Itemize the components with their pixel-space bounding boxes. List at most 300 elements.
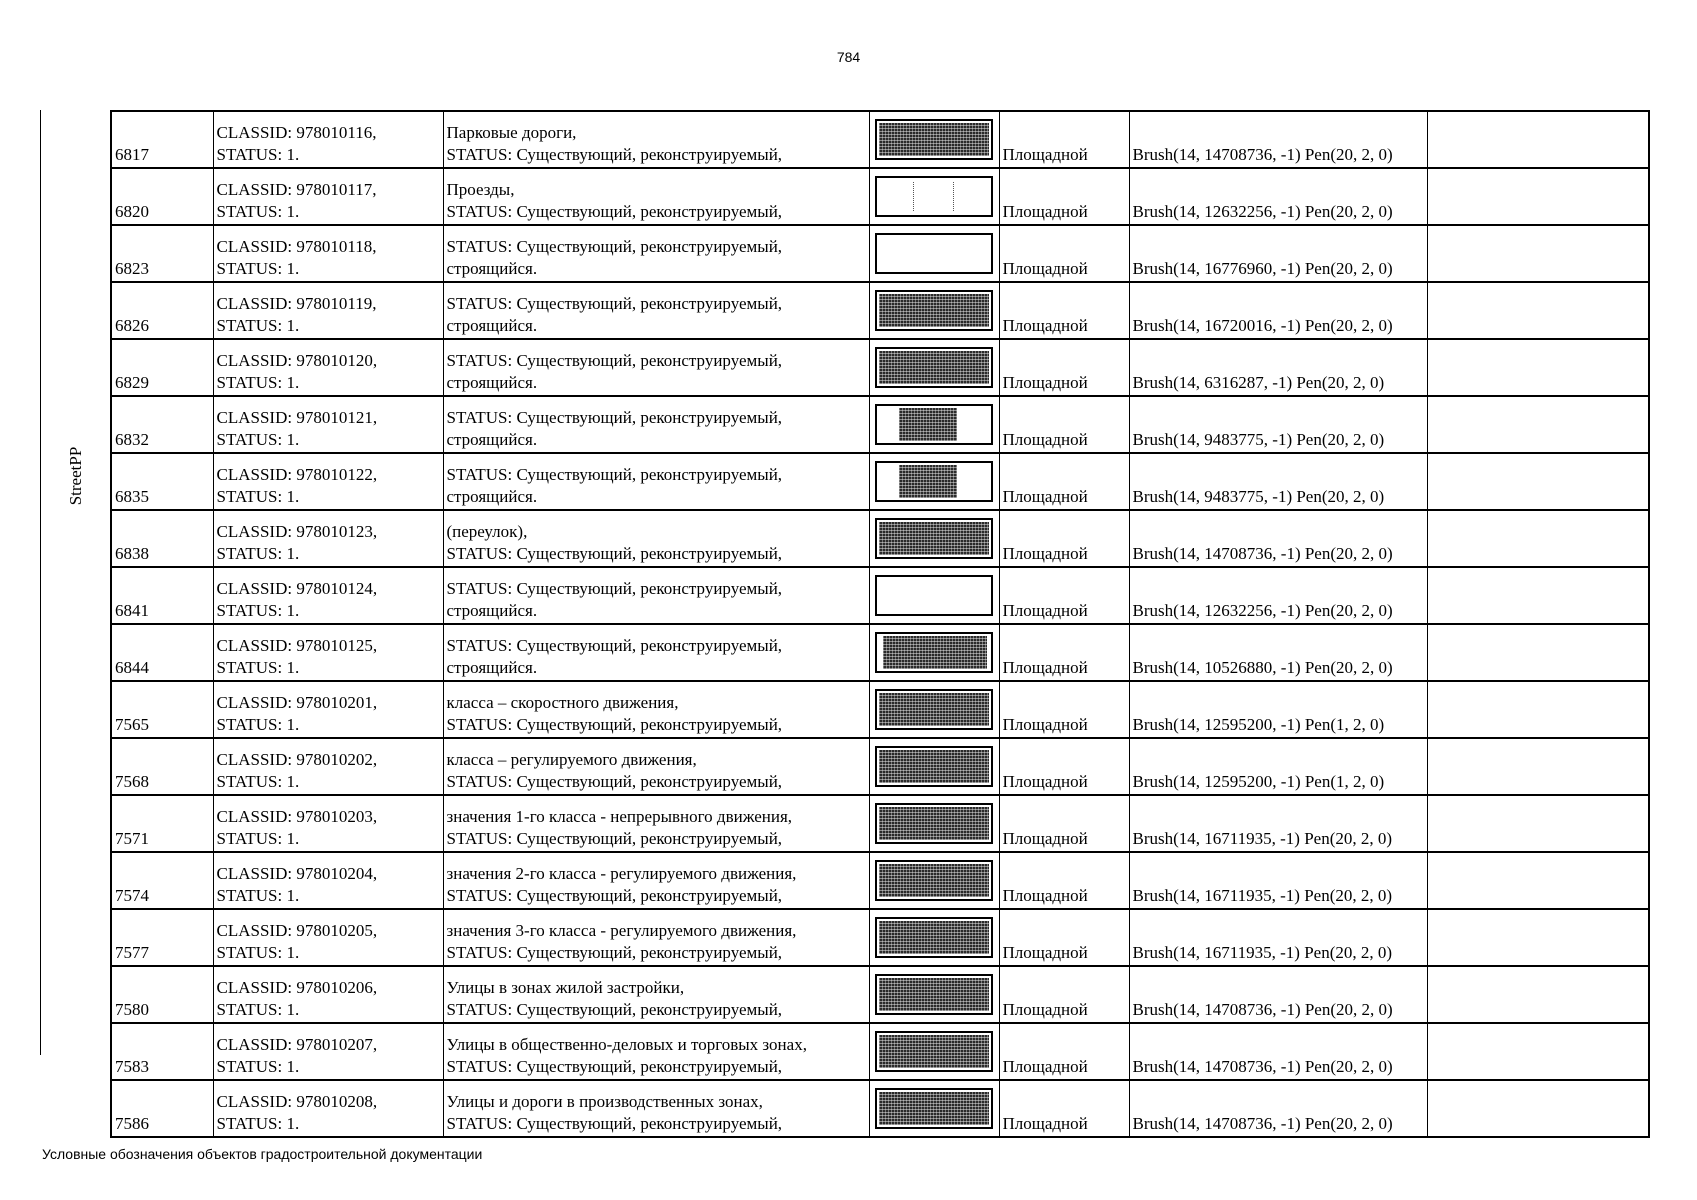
style-cell (1129, 339, 1427, 396)
hatch-fill (879, 921, 989, 954)
status-code: STATUS: 1. (216, 316, 300, 335)
symbol-swatch (875, 1088, 993, 1129)
object-id: 7580 (115, 1000, 149, 1019)
geometry-type: Площадной (1002, 1114, 1088, 1133)
object-id: 6829 (115, 373, 149, 392)
classid-text: CLASSID: 978010124, (216, 579, 378, 598)
description-cell (443, 624, 869, 681)
empty-cell (1427, 510, 1649, 567)
hatch-fill (879, 522, 989, 555)
object-id-cell (111, 909, 213, 966)
page-number: 784 (836, 49, 861, 65)
description-line-2: STATUS: Существующий, реконструируемый, (446, 715, 783, 734)
object-id: 6820 (115, 202, 149, 221)
style-cell (1129, 111, 1427, 168)
classid-text: CLASSID: 978010201, (216, 693, 378, 712)
status-code: STATUS: 1. (216, 430, 300, 449)
status-code: STATUS: 1. (216, 544, 300, 563)
status-code: STATUS: 1. (216, 886, 300, 905)
table-row (111, 795, 1649, 852)
description-line-1: (переулок), (446, 522, 528, 541)
classid-text: CLASSID: 978010207, (216, 1035, 378, 1054)
symbol-swatch (875, 689, 993, 730)
symbol-swatch (875, 917, 993, 958)
classid-text: CLASSID: 978010118, (216, 237, 377, 256)
symbol-swatch (875, 119, 993, 160)
geometry-type: Площадной (1002, 259, 1088, 278)
style-text: Brush(14, 16711935, -1) Pen(20, 2, 0) (1132, 943, 1393, 962)
table-row (111, 168, 1649, 225)
object-id: 6817 (115, 145, 149, 164)
empty-cell (1427, 909, 1649, 966)
style-cell (1129, 225, 1427, 282)
table-row (111, 111, 1649, 168)
description-cell (443, 909, 869, 966)
classid-text: CLASSID: 978010119, (216, 294, 377, 313)
classid-cell (213, 111, 443, 168)
description-line-2: строящийся. (446, 430, 538, 449)
symbol-sample-cell (869, 282, 999, 339)
hatch-fill (899, 408, 957, 441)
description-cell (443, 396, 869, 453)
symbol-sample-cell (869, 909, 999, 966)
classid-cell (213, 852, 443, 909)
geometry-type-cell (999, 966, 1129, 1023)
style-cell (1129, 966, 1427, 1023)
description-line-1: значения 2-го класса - регулируемого движения, (446, 864, 797, 883)
object-id-cell (111, 852, 213, 909)
empty-cell (1427, 453, 1649, 510)
classid-cell (213, 1023, 443, 1080)
table-row (111, 282, 1649, 339)
hatch-fill (879, 864, 989, 897)
table-row (111, 909, 1649, 966)
object-id: 7574 (115, 886, 149, 905)
geometry-type: Площадной (1002, 544, 1088, 563)
style-text: Brush(14, 10526880, -1) Pen(20, 2, 0) (1132, 658, 1393, 677)
description-line-2: строящийся. (446, 316, 538, 335)
symbol-sample-cell (869, 510, 999, 567)
table-row (111, 567, 1649, 624)
classid-text: CLASSID: 978010122, (216, 465, 378, 484)
classid-cell (213, 339, 443, 396)
table-row (111, 453, 1649, 510)
style-cell (1129, 567, 1427, 624)
classid-text: CLASSID: 978010117, (216, 180, 377, 199)
status-code: STATUS: 1. (216, 601, 300, 620)
object-id-cell (111, 111, 213, 168)
classid-text: CLASSID: 978010121, (216, 408, 378, 427)
symbol-sample-cell (869, 738, 999, 795)
geometry-type-cell (999, 795, 1129, 852)
hatch-fill (899, 465, 957, 498)
style-text: Brush(14, 14708736, -1) Pen(20, 2, 0) (1132, 145, 1393, 164)
symbol-sample-cell (869, 339, 999, 396)
hatch-fill (877, 178, 991, 215)
description-cell (443, 225, 869, 282)
description-line-1: STATUS: Существующий, реконструируемый, (446, 294, 783, 313)
classid-text: CLASSID: 978010208, (216, 1092, 378, 1111)
geometry-type-cell (999, 567, 1129, 624)
description-cell (443, 738, 869, 795)
empty-cell (1427, 396, 1649, 453)
object-id: 6835 (115, 487, 149, 506)
object-id-cell (111, 168, 213, 225)
hatch-fill (879, 123, 989, 156)
description-line-2: строящийся. (446, 259, 538, 278)
geometry-type: Площадной (1002, 1000, 1088, 1019)
description-line-2: STATUS: Существующий, реконструируемый, (446, 544, 783, 563)
hatch-fill (879, 351, 989, 384)
geometry-type: Площадной (1002, 202, 1088, 221)
table-row (111, 681, 1649, 738)
description-line-2: строящийся. (446, 601, 538, 620)
symbol-sample-cell (869, 852, 999, 909)
style-text: Brush(14, 12595200, -1) Pen(1, 2, 0) (1132, 772, 1385, 791)
geometry-type-cell (999, 453, 1129, 510)
status-code: STATUS: 1. (216, 1114, 300, 1133)
symbol-sample-cell (869, 966, 999, 1023)
object-id-cell (111, 624, 213, 681)
table-row (111, 510, 1649, 567)
empty-cell (1427, 966, 1649, 1023)
classid-cell (213, 909, 443, 966)
classid-cell (213, 282, 443, 339)
classid-cell (213, 225, 443, 282)
symbol-sample-cell (869, 168, 999, 225)
table-row (111, 966, 1649, 1023)
legend-body (111, 111, 1649, 1137)
style-text: Brush(14, 9483775, -1) Pen(20, 2, 0) (1132, 430, 1385, 449)
geometry-type-cell (999, 396, 1129, 453)
status-code: STATUS: 1. (216, 715, 300, 734)
description-cell (443, 1023, 869, 1080)
style-text: Brush(14, 6316287, -1) Pen(20, 2, 0) (1132, 373, 1385, 392)
hatch-fill (879, 978, 989, 1011)
geometry-type: Площадной (1002, 943, 1088, 962)
description-line-1: STATUS: Существующий, реконструируемый, (446, 465, 783, 484)
description-cell (443, 567, 869, 624)
hatch-fill (879, 750, 989, 783)
object-id-cell (111, 795, 213, 852)
symbol-swatch (875, 461, 993, 502)
table-row (111, 852, 1649, 909)
legend-table (110, 110, 1650, 1138)
object-id: 7568 (115, 772, 149, 791)
symbol-swatch (875, 974, 993, 1015)
geometry-type-cell (999, 225, 1129, 282)
object-id: 7586 (115, 1114, 149, 1133)
geometry-type-cell (999, 1023, 1129, 1080)
description-line-1: значения 1-го класса - непрерывного движения, (446, 807, 793, 826)
object-id: 6844 (115, 658, 149, 677)
status-code: STATUS: 1. (216, 658, 300, 677)
object-id-cell (111, 510, 213, 567)
status-code: STATUS: 1. (216, 1000, 300, 1019)
geometry-type: Площадной (1002, 373, 1088, 392)
description-cell (443, 168, 869, 225)
description-line-2: STATUS: Существующий, реконструируемый, (446, 202, 783, 221)
table-row (111, 225, 1649, 282)
style-text: Brush(14, 14708736, -1) Pen(20, 2, 0) (1132, 1114, 1393, 1133)
description-line-1: значения 3-го класса - регулируемого движения, (446, 921, 797, 940)
classid-text: CLASSID: 978010116, (216, 123, 377, 142)
geometry-type-cell (999, 111, 1129, 168)
style-cell (1129, 909, 1427, 966)
style-cell (1129, 738, 1427, 795)
hatch-fill (879, 807, 989, 840)
style-text: Brush(14, 16776960, -1) Pen(20, 2, 0) (1132, 259, 1393, 278)
empty-cell (1427, 624, 1649, 681)
geometry-type: Площадной (1002, 1057, 1088, 1076)
geometry-type: Площадной (1002, 316, 1088, 335)
empty-cell (1427, 795, 1649, 852)
style-text: Brush(14, 16711935, -1) Pen(20, 2, 0) (1132, 829, 1393, 848)
description-cell (443, 966, 869, 1023)
status-code: STATUS: 1. (216, 772, 300, 791)
style-text: Brush(14, 12632256, -1) Pen(20, 2, 0) (1132, 202, 1393, 221)
style-text: Brush(14, 16711935, -1) Pen(20, 2, 0) (1132, 886, 1393, 905)
geometry-type: Площадной (1002, 886, 1088, 905)
table-row (111, 738, 1649, 795)
description-cell (443, 339, 869, 396)
object-id: 6841 (115, 601, 149, 620)
classid-cell (213, 966, 443, 1023)
symbol-sample-cell (869, 396, 999, 453)
style-text: Brush(14, 14708736, -1) Pen(20, 2, 0) (1132, 1057, 1393, 1076)
style-text: Brush(14, 12632256, -1) Pen(20, 2, 0) (1132, 601, 1393, 620)
classid-cell (213, 453, 443, 510)
style-text: Brush(14, 14708736, -1) Pen(20, 2, 0) (1132, 1000, 1393, 1019)
geometry-type-cell (999, 1080, 1129, 1137)
table-row (111, 1023, 1649, 1080)
object-id-cell (111, 966, 213, 1023)
style-text: Brush(14, 12595200, -1) Pen(1, 2, 0) (1132, 715, 1385, 734)
geometry-type: Площадной (1002, 487, 1088, 506)
empty-cell (1427, 282, 1649, 339)
style-text: Brush(14, 9483775, -1) Pen(20, 2, 0) (1132, 487, 1385, 506)
symbol-swatch (875, 176, 993, 217)
geometry-type: Площадной (1002, 829, 1088, 848)
symbol-sample-cell (869, 111, 999, 168)
object-id: 7565 (115, 715, 149, 734)
symbol-swatch (875, 860, 993, 901)
status-code: STATUS: 1. (216, 145, 300, 164)
object-id: 6826 (115, 316, 149, 335)
geometry-type: Площадной (1002, 430, 1088, 449)
table-row (111, 624, 1649, 681)
status-code: STATUS: 1. (216, 829, 300, 848)
description-line-2: строящийся. (446, 373, 538, 392)
status-code: STATUS: 1. (216, 202, 300, 221)
description-line-1: Парковые дороги, (446, 123, 577, 142)
geometry-type: Площадной (1002, 658, 1088, 677)
description-line-1: STATUS: Существующий, реконструируемый, (446, 636, 783, 655)
object-id-cell (111, 225, 213, 282)
classid-text: CLASSID: 978010125, (216, 636, 378, 655)
hatch-fill (879, 1092, 989, 1125)
geometry-type-cell (999, 738, 1129, 795)
empty-cell (1427, 225, 1649, 282)
side-rule (40, 110, 41, 1055)
description-line-1: STATUS: Существующий, реконструируемый, (446, 408, 783, 427)
empty-cell (1427, 1023, 1649, 1080)
description-cell (443, 510, 869, 567)
geometry-type-cell (999, 168, 1129, 225)
geometry-type-cell (999, 282, 1129, 339)
description-line-1: Улицы в общественно-деловых и торговых зонах, (446, 1035, 807, 1054)
hatch-fill (883, 636, 987, 669)
classid-text: CLASSID: 978010123, (216, 522, 378, 541)
style-cell (1129, 1080, 1427, 1137)
description-cell (443, 282, 869, 339)
status-code: STATUS: 1. (216, 943, 300, 962)
symbol-swatch (875, 290, 993, 331)
symbol-swatch (875, 803, 993, 844)
object-id-cell (111, 396, 213, 453)
object-id: 6823 (115, 259, 149, 278)
symbol-sample-cell (869, 453, 999, 510)
hatch-fill (879, 693, 989, 726)
style-cell (1129, 168, 1427, 225)
classid-text: CLASSID: 978010120, (216, 351, 378, 370)
geometry-type-cell (999, 339, 1129, 396)
object-id: 7583 (115, 1057, 149, 1076)
classid-cell (213, 510, 443, 567)
status-code: STATUS: 1. (216, 373, 300, 392)
description-line-2: STATUS: Существующий, реконструируемый, (446, 943, 783, 962)
description-line-1: Проезды, (446, 180, 515, 199)
symbol-sample-cell (869, 795, 999, 852)
description-cell (443, 681, 869, 738)
symbol-sample-cell (869, 681, 999, 738)
classid-text: CLASSID: 978010204, (216, 864, 378, 883)
empty-cell (1427, 567, 1649, 624)
object-id-cell (111, 567, 213, 624)
style-text: Brush(14, 16720016, -1) Pen(20, 2, 0) (1132, 316, 1393, 335)
table-row (111, 396, 1649, 453)
style-cell (1129, 681, 1427, 738)
status-code: STATUS: 1. (216, 487, 300, 506)
table-row (111, 339, 1649, 396)
symbol-swatch (875, 632, 993, 673)
symbol-swatch (875, 347, 993, 388)
object-id: 6832 (115, 430, 149, 449)
symbol-swatch (875, 518, 993, 559)
description-line-2: STATUS: Существующий, реконструируемый, (446, 1057, 783, 1076)
description-line-1: класса – регулируемого движения, (446, 750, 697, 769)
empty-cell (1427, 168, 1649, 225)
object-id: 7571 (115, 829, 149, 848)
classid-text: CLASSID: 978010206, (216, 978, 378, 997)
empty-cell (1427, 1080, 1649, 1137)
object-id-cell (111, 1080, 213, 1137)
description-cell (443, 111, 869, 168)
symbol-sample-cell (869, 225, 999, 282)
symbol-swatch (875, 1031, 993, 1072)
geometry-type: Площадной (1002, 145, 1088, 164)
geometry-type: Площадной (1002, 715, 1088, 734)
style-cell (1129, 1023, 1427, 1080)
description-line-2: STATUS: Существующий, реконструируемый, (446, 1000, 783, 1019)
symbol-swatch (875, 404, 993, 445)
description-line-2: строящийся. (446, 487, 538, 506)
object-id-cell (111, 681, 213, 738)
table-row (111, 1080, 1649, 1137)
classid-text: CLASSID: 978010203, (216, 807, 378, 826)
empty-cell (1427, 681, 1649, 738)
classid-cell (213, 681, 443, 738)
description-line-2: STATUS: Существующий, реконструируемый, (446, 145, 783, 164)
geometry-type-cell (999, 510, 1129, 567)
empty-cell (1427, 738, 1649, 795)
description-cell (443, 453, 869, 510)
description-cell (443, 852, 869, 909)
empty-cell (1427, 852, 1649, 909)
description-cell (443, 795, 869, 852)
style-cell (1129, 396, 1427, 453)
classid-cell (213, 795, 443, 852)
geometry-type: Площадной (1002, 601, 1088, 620)
object-id: 7577 (115, 943, 149, 962)
description-line-1: класса – скоростного движения, (446, 693, 679, 712)
symbol-swatch (875, 746, 993, 787)
empty-cell (1427, 111, 1649, 168)
geometry-type-cell (999, 624, 1129, 681)
side-label: StreetPP (66, 446, 85, 506)
style-cell (1129, 852, 1427, 909)
object-id-cell (111, 1023, 213, 1080)
status-code: STATUS: 1. (216, 1057, 300, 1076)
symbol-sample-cell (869, 1080, 999, 1137)
symbol-sample-cell (869, 567, 999, 624)
object-id: 6838 (115, 544, 149, 563)
hatch-fill (879, 1035, 989, 1068)
classid-cell (213, 1080, 443, 1137)
description-line-1: Улицы в зонах жилой застройки, (446, 978, 685, 997)
classid-text: CLASSID: 978010202, (216, 750, 378, 769)
description-line-2: STATUS: Существующий, реконструируемый, (446, 829, 783, 848)
description-line-2: STATUS: Существующий, реконструируемый, (446, 1114, 783, 1133)
style-cell (1129, 624, 1427, 681)
style-cell (1129, 510, 1427, 567)
style-cell (1129, 282, 1427, 339)
object-id-cell (111, 339, 213, 396)
symbol-sample-cell (869, 624, 999, 681)
symbol-sample-cell (869, 1023, 999, 1080)
classid-cell (213, 396, 443, 453)
description-line-1: Улицы и дороги в производственных зонах, (446, 1092, 763, 1111)
classid-cell (213, 168, 443, 225)
geometry-type-cell (999, 909, 1129, 966)
description-line-2: STATUS: Существующий, реконструируемый, (446, 772, 783, 791)
style-cell (1129, 453, 1427, 510)
geometry-type-cell (999, 852, 1129, 909)
classid-cell (213, 567, 443, 624)
geometry-type-cell (999, 681, 1129, 738)
style-text: Brush(14, 14708736, -1) Pen(20, 2, 0) (1132, 544, 1393, 563)
symbol-swatch (875, 575, 993, 616)
footer-caption: Условные обозначения объектов градостроительной документации (42, 1146, 483, 1162)
description-line-1: STATUS: Существующий, реконструируемый, (446, 579, 783, 598)
object-id-cell (111, 282, 213, 339)
description-cell (443, 1080, 869, 1137)
status-code: STATUS: 1. (216, 259, 300, 278)
object-id-cell (111, 453, 213, 510)
geometry-type: Площадной (1002, 772, 1088, 791)
description-line-2: STATUS: Существующий, реконструируемый, (446, 886, 783, 905)
object-id-cell (111, 738, 213, 795)
